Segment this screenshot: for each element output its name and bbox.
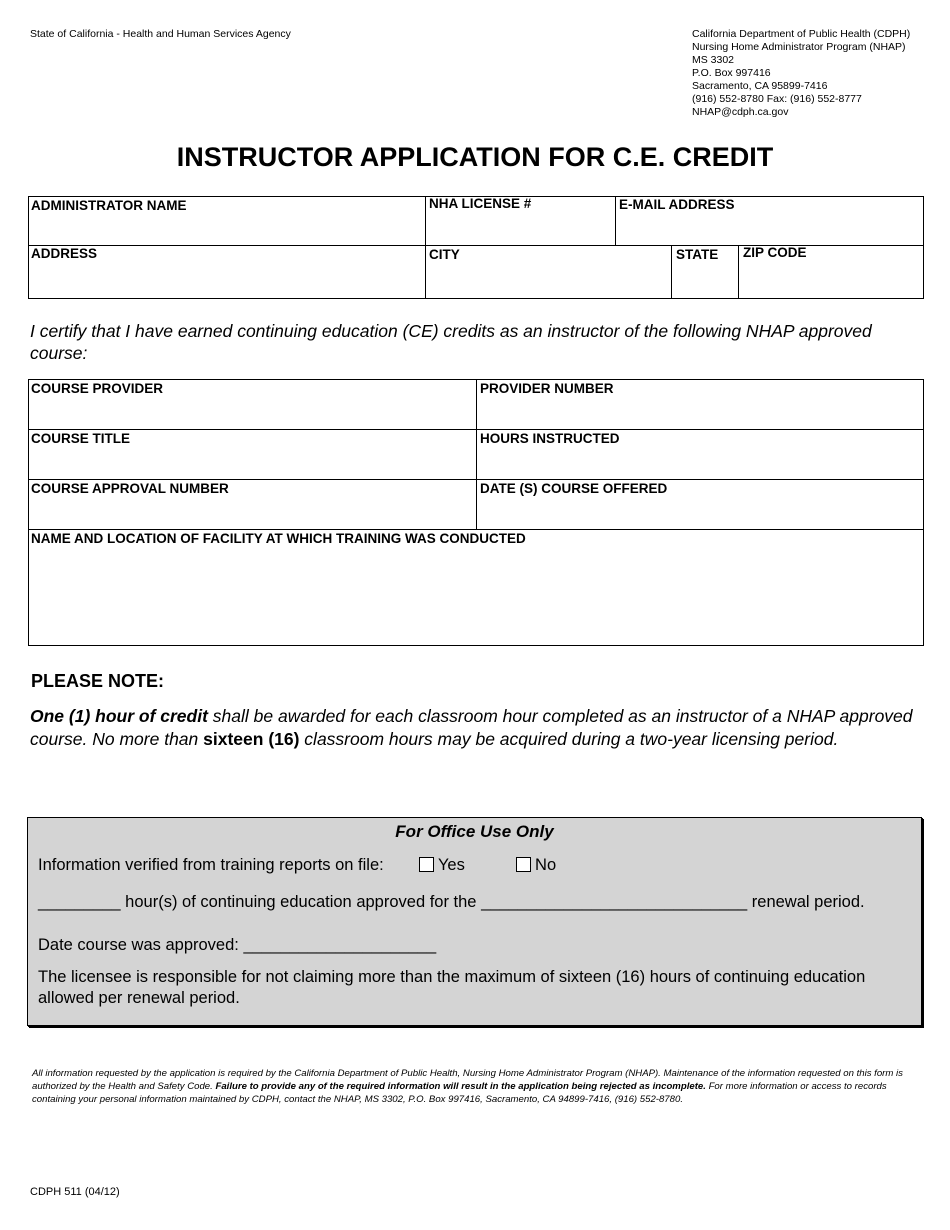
please-note-text (30, 705, 930, 750)
provider-number-field[interactable] (477, 380, 924, 430)
yes-label: Yes (437, 856, 465, 874)
course-approval-number-label: COURSE APPROVAL NUMBER (31, 481, 229, 496)
office-use-title: For Office Use Only (395, 822, 554, 841)
course-provider-field[interactable] (29, 380, 477, 430)
contact-block (692, 28, 910, 119)
email-field[interactable] (616, 197, 924, 246)
email-label: E-MAIL ADDRESS (619, 197, 735, 212)
applicant-section (28, 196, 924, 299)
course-approval-number-field[interactable] (29, 480, 477, 530)
hours-instructed-label: HOURS INSTRUCTED (480, 431, 620, 446)
city-field[interactable] (426, 246, 672, 299)
course-title-field[interactable] (29, 430, 477, 480)
address-label: ADDRESS (31, 246, 98, 261)
hours-approved-line: _________ hour(s) of continuing education approved for the _____________________________ renewal period. (38, 893, 865, 911)
please-note-heading: PLEASE NOTE: (31, 671, 165, 691)
contact-line: Sacramento, CA 95899-7416 (692, 80, 828, 92)
form-number: CDPH 511 (04/12) (30, 1186, 120, 1198)
contact-line: (916) 552-8780 Fax: (916) 552-8777 (692, 93, 862, 105)
dates-offered-field[interactable] (477, 480, 924, 530)
course-title-label: COURSE TITLE (31, 431, 131, 446)
dates-offered-label: DATE (S) COURSE OFFERED (480, 481, 668, 496)
contact-line: P.O. Box 997416 (692, 67, 771, 79)
zip-code-label: ZIP CODE (743, 245, 807, 260)
contact-line: California Department of Public Health (CDPH) (692, 28, 911, 40)
hours-instructed-field[interactable] (477, 430, 924, 480)
course-provider-label: COURSE PROVIDER (31, 381, 164, 396)
date-approved-line: Date course was approved: _____________________ (38, 936, 437, 954)
licensee-responsibility-text: The licensee is responsible for not claiming more than the maximum of sixteen (16) hours of continuing education allowed per renewal period. (38, 968, 866, 1007)
state-label: STATE (676, 247, 719, 262)
city-label: CITY (429, 247, 460, 262)
facility-label: NAME AND LOCATION OF FACILITY AT WHICH TRAINING WAS CONDUCTED (31, 531, 526, 546)
note-bold-hour: One (1) hour of credit (30, 706, 208, 726)
yes-checkbox[interactable] (419, 857, 434, 872)
nha-license-label: NHA LICENSE # (429, 196, 532, 211)
privacy-text-2: For more information or access to records containing your personal information maintained by CDPH, contact the NHAP, MS 3302, P.O. Box 997416, Sacramento, CA 94899-7416, (916) 552-8780. (32, 1080, 887, 1105)
contact-line: MS 3302 (692, 54, 735, 66)
note-text-2: classroom hours may be acquired during a two-year licensing period. (299, 728, 839, 749)
course-section (28, 379, 924, 646)
state-field[interactable] (672, 246, 739, 299)
agency-name: State of California - Health and Human Services Agency (30, 28, 291, 40)
administrator-name-label: ADMINISTRATOR NAME (31, 198, 187, 213)
verified-row (38, 856, 556, 875)
certification-statement: I certify that I have earned continuing education (CE) credits as an instructor of the following NHAP approved course: (30, 321, 872, 363)
privacy-bold-warning: Failure to provide any of the required information will result in the application being rejected as incomplete. (215, 1080, 706, 1092)
address-field[interactable] (29, 246, 426, 299)
verified-label: Information verified from training reports on file: (38, 856, 384, 874)
privacy-text-1: All information requested by the application is required by the California Department of Public Health, Nursing Home Administrator Program (NHAP). Maintenance of the information requested on this form is authorized by the Health and Safety Code. (32, 1068, 903, 1092)
nha-license-field[interactable] (426, 197, 616, 246)
no-checkbox[interactable] (516, 857, 531, 872)
zip-code-field[interactable] (739, 246, 924, 299)
administrator-name-field[interactable] (29, 197, 426, 246)
note-text-1: shall be awarded for each classroom hour completed as an instructor of a NHAP approved course. No more than (30, 706, 913, 749)
form-title: INSTRUCTOR APPLICATION FOR C.E. CREDIT (176, 142, 774, 172)
contact-line: Nursing Home Administrator Program (NHAP) (692, 41, 906, 53)
office-use-section (27, 817, 922, 1026)
no-label: No (535, 856, 557, 874)
provider-number-label: PROVIDER NUMBER (480, 381, 614, 396)
note-bold-sixteen: sixteen (16) (203, 728, 300, 749)
contact-email: NHAP@cdph.ca.gov (692, 106, 789, 118)
privacy-notice (32, 1068, 917, 1106)
facility-field[interactable] (29, 530, 924, 646)
